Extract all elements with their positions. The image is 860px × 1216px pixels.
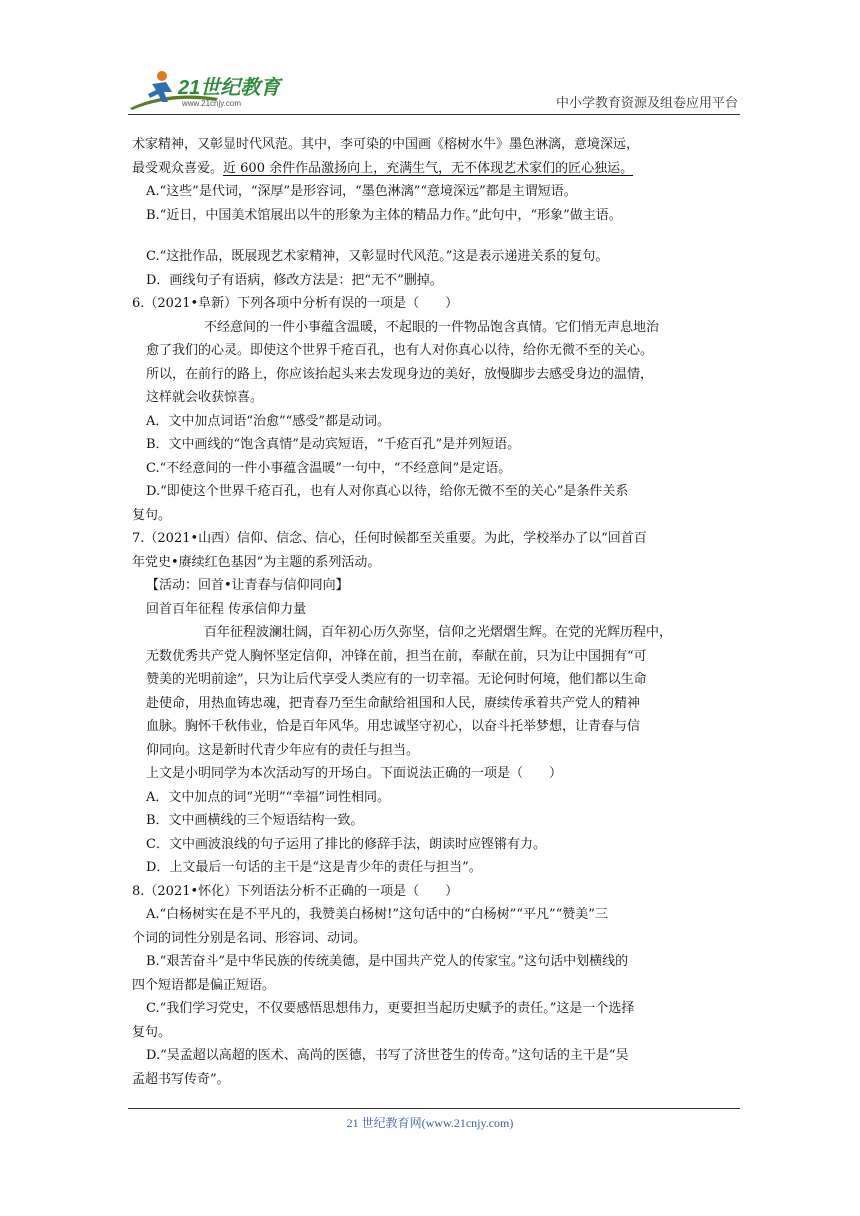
q7-passage-3: 赞美的光明前途”，只为让后代享受人类应有的一切幸福。无论何时何境，他们都以生命 — [146, 672, 647, 687]
q7-option-c: C．文中画波浪线的句子运用了排比的修辞手法，朗读时应铿锵有力。 — [146, 836, 546, 852]
q8-option-c-line-2: 复句。 — [132, 1024, 172, 1040]
q6-stem: 6.（2021•阜新）下列各项中分析有误的一项是（ ） — [132, 296, 459, 311]
q8-option-d-line-1: D.“吴孟超以高超的医术、高尚的医德，书写了济世苍生的传奇。”这句话的主干是“吴 — [146, 1048, 629, 1063]
q5-line-2 — [132, 157, 736, 181]
q6-option-c: C.“不经意间的一件小事蕴含温暖”一句中，“不经意间”是定语。 — [146, 460, 512, 476]
q6-option-d-line-2: 复句。 — [132, 507, 172, 523]
spacer — [146, 227, 736, 245]
logo-text: 21世纪教育 — [178, 77, 281, 99]
q7-stem-2: 年党史•赓续红色基因”为主题的系列活动。 — [132, 554, 381, 570]
q5-line-1: 术家精神，又彰显时代风范。其中，李可染的中国画《榕树水牛》墨色淋漓，意境深远， — [132, 137, 640, 152]
q7-passage-4: 赴使命，用热血铸忠魂，把青春乃至生命献给祖国和人民，赓续传承着共产党人的精神 — [146, 695, 641, 711]
header-divider — [128, 114, 740, 115]
q8-option-c-line-1: C.“我们学习党史，不仅要感悟思想伟力，更要担当起历史赋予的责任。”这是一个选择 — [146, 1001, 635, 1016]
footer-link[interactable]: 21 世纪教育网(www.21cnjy.com) — [346, 1116, 514, 1130]
q7-activity: 【活动：回首•让青春与信仰同向】 — [146, 578, 349, 593]
q7-option-b: B．文中画横线的三个短语结构一致。 — [146, 813, 364, 828]
q6-passage-2: 愈了我们的心灵。即使这个世界千疮百孔，也有人对你真心以待，给你无微不至的关心。 — [146, 343, 654, 358]
q6-option-a: A．文中加点词语“治愈”“感受”都是动词。 — [146, 413, 390, 429]
q5-option-c: C.“这批作品，既展现艺术家精神，又彰显时代风范。”这是表示递进关系的复句。 — [146, 249, 609, 264]
q7-passage-6: 仰同向。这是新时代青少年应有的责任与担当。 — [146, 742, 420, 758]
q6-option-b: B．文中画线的“饱含真情”是动宾短语，“千疮百孔”是并列短语。 — [146, 437, 521, 452]
q5-option-d: D．画线句子有语病，修改方法是：把“无不”删掉。 — [146, 272, 443, 288]
logo-url: www.21cnjy.com — [182, 99, 241, 108]
q8-option-b-line-1: B.“艰苦奋斗”是中华民族的传统美德，是中国共产党人的传家宝。”这句话中划横线的 — [146, 954, 629, 969]
q7-question: 上文是小明同学为本次活动写的开场白。下面说法正确的一项是（ ） — [146, 766, 563, 781]
q7-option-d: D．上文最后一句话的主干是“这是青少年的责任与担当”。 — [146, 860, 482, 875]
q7-option-a: A．文中加点的词“光明”“幸福”词性相同。 — [146, 789, 390, 805]
q5-underlined-sentence: 近 600 余件作品激扬向上，充满生气，无不体现艺术家们的匠心独运。 — [223, 160, 634, 176]
q7-title: 回首百年征程 传承信仰力量 — [146, 601, 307, 617]
q5-option-b: B.“近日，中国美术馆展出以牛的形象为主体的精品力作。”此句中，“形象”做主语。 — [146, 207, 622, 223]
q8-stem: 8.（2021•怀化）下列语法分析不正确的一项是（ ） — [132, 883, 459, 899]
logo — [128, 68, 298, 114]
q6-passage-4: 这样就会收获惊喜。 — [146, 390, 264, 405]
footer-divider — [128, 1108, 740, 1109]
q8-option-a-line-2: 个词的词性分别是名词、形容词、动词。 — [132, 930, 367, 946]
q7-stem-1: 7.（2021•山西）信仰、信念、信心，任何时候都至关重要。为此，学校举办了以“回首百 — [132, 531, 647, 546]
q5-option-a: A.“这些”是代词，“深厚”是形容词，“墨色淋漓”“意境深远”都是主谓短语。 — [146, 184, 577, 199]
q6-passage-3: 所以，在前行的路上，你应该抬起头来去发现身边的美好，放慢脚步去感受身边的温情， — [146, 366, 654, 382]
platform-name: 中小学教育资源及组卷应用平台 — [555, 96, 738, 111]
q7-passage-1: 百年征程波澜壮阔，百年初心历久弥坚，信仰之光熠熠生辉。在党的光辉历程中， — [204, 625, 673, 640]
q6-passage-1: 不经意间的一件小事蕴含温暖，不起眼的一件物品饱含真情。它们悄无声息地治 — [204, 319, 660, 335]
q5-line-2-plain: 最受观众喜爱。 — [132, 160, 224, 176]
page-header — [128, 62, 740, 120]
q7-passage-5: 血脉。胸怀千秋伟业，恰是百年风华。用忠诚坚守初心，以奋斗托举梦想，让青春与信 — [146, 719, 641, 734]
q6-option-d-line-1: D.“即使这个世界千疮百孔，也有人对你真心以待，给你无微不至的关心”是条件关系 — [146, 484, 629, 499]
q8-option-b-line-2: 四个短语都是偏正短语。 — [132, 977, 276, 993]
q7-passage-2: 无数优秀共产党人胸怀坚定信仰，冲锋在前，担当在前，奉献在前，只为让中国拥有“可 — [146, 648, 647, 664]
document-body — [132, 133, 736, 1091]
q8-option-a-line-1: A.“白杨树实在是不平凡的，我赞美白杨树!”这句话中的“白杨树”“平凡”“赞美”三 — [146, 907, 608, 922]
q8-option-d-line-2: 孟超书写传奇”。 — [132, 1071, 230, 1087]
